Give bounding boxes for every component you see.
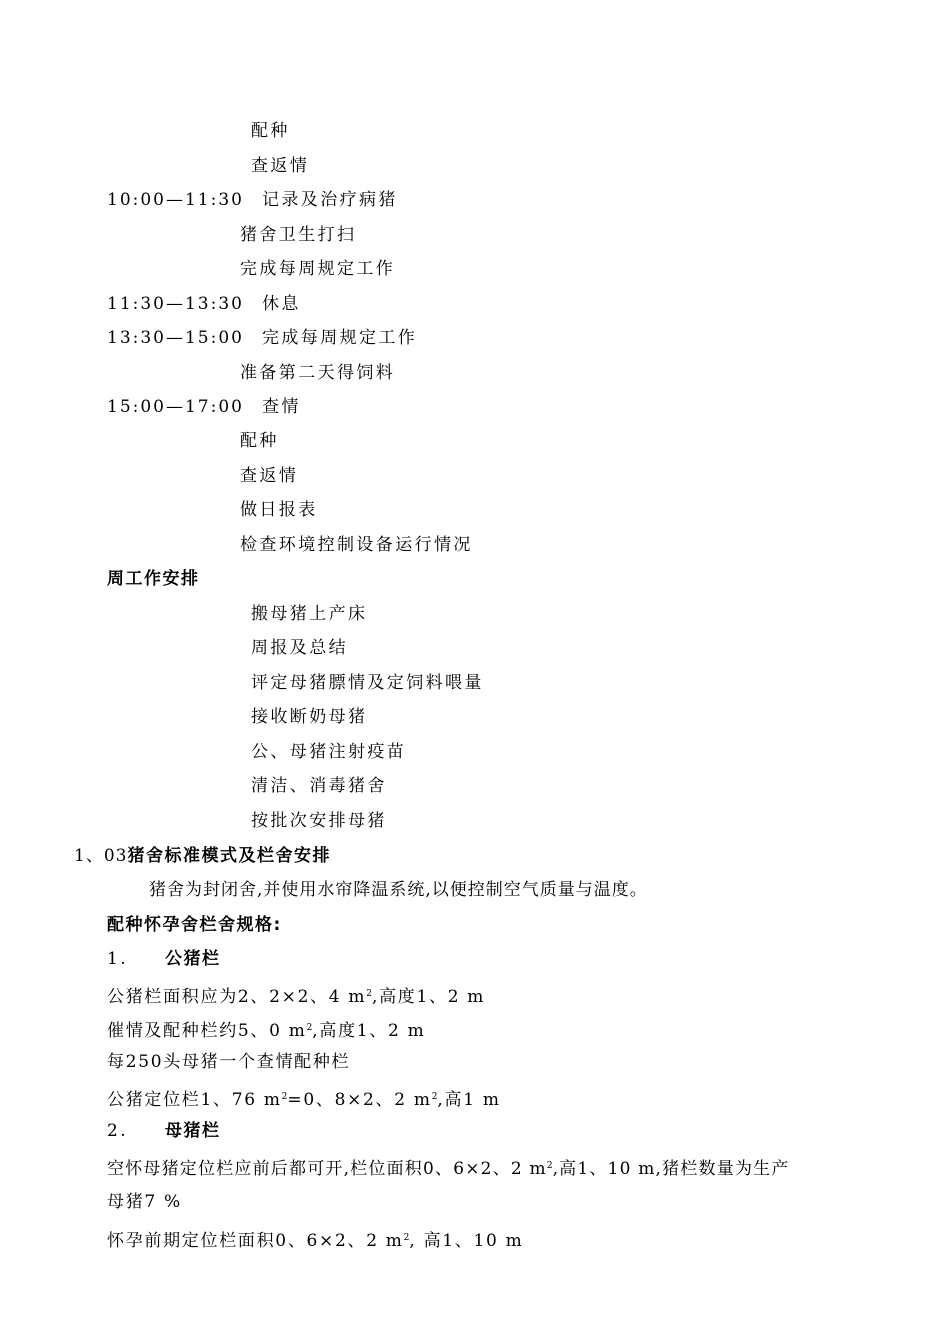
task-line: 完成每周规定工作 (262, 328, 418, 348)
spec-line (107, 1018, 425, 1041)
spec-text: , 高1、10 m (409, 1231, 524, 1251)
spec-title: 配种怀孕舍栏舍规格: (107, 915, 282, 935)
subsection-heading (107, 1121, 221, 1141)
intro-paragraph: 猪舍为封闭舍,并使用水帘降温系统,以便控制空气质量与温度。 (149, 880, 648, 900)
weekly-item: 清洁、消毒猪舍 (251, 776, 387, 796)
weekly-item: 搬母猪上产床 (251, 604, 368, 624)
superscript: 2 (281, 1092, 288, 1102)
task-line: 休息 (262, 294, 301, 314)
task-line: 做日报表 (240, 500, 318, 520)
spec-line (107, 1087, 501, 1110)
superscript: 2 (431, 1092, 438, 1102)
superscript: 2 (366, 989, 372, 999)
weekly-item: 评定母猪膘情及定饲料喂量 (251, 673, 484, 693)
weekly-item: 公、母猪注射疫苗 (251, 742, 407, 762)
weekly-heading: 周工作安排 (107, 569, 200, 589)
spec-text: ,高度1、2 m (371, 987, 486, 1007)
spec-line (107, 984, 485, 1007)
spec-text: 公猪栏面积应为2、2×2、4 m (107, 987, 367, 1007)
task-line: 配种 (251, 121, 290, 141)
time-slot: 11:30—13:30 (107, 294, 244, 314)
subsection-number: 2. (107, 1121, 129, 1141)
section-number: 1、03 (74, 846, 128, 866)
spec-text: =0、8×2、2 m (287, 1090, 432, 1110)
spec-line: 母猪7 % (107, 1192, 182, 1212)
superscript: 2 (403, 1233, 410, 1243)
spec-line: 每250头母猪一个查情配种栏 (107, 1052, 351, 1072)
subsection-heading (107, 949, 221, 969)
task-line: 查返情 (251, 156, 310, 176)
subsection-title: 公猪栏 (165, 949, 221, 969)
time-slot: 15:00—17:00 (107, 397, 244, 417)
spec-text: ,高度1、2 m (312, 1021, 426, 1041)
task-line: 查返情 (240, 466, 299, 486)
task-line: 检查环境控制设备运行情况 (240, 535, 473, 555)
spec-text: 催情及配种栏约5、0 m (107, 1021, 307, 1041)
spec-text: ,高1 m (437, 1090, 501, 1110)
time-slot: 13:30—15:00 (107, 328, 244, 348)
subsection-number: 1. (107, 949, 129, 969)
spec-text: 公猪定位栏1、76 m (107, 1090, 282, 1110)
task-line: 查情 (262, 397, 301, 417)
superscript: 2 (546, 1161, 553, 1171)
spec-line (107, 1156, 790, 1179)
weekly-item: 接收断奶母猪 (251, 707, 368, 727)
spec-text: 空怀母猪定位栏应前后都可开,栏位面积0、6×2、2 m (107, 1159, 547, 1179)
spec-text: ,高1、10 m,猪栏数量为生产 (552, 1159, 790, 1179)
section-heading (74, 846, 331, 866)
weekly-item: 按批次安排母猪 (251, 811, 387, 831)
task-line: 准备第二天得饲料 (240, 363, 396, 383)
task-line: 配种 (240, 431, 279, 451)
time-slot: 10:00—11:30 (107, 190, 244, 210)
task-line: 记录及治疗病猪 (262, 190, 398, 210)
task-line: 猪舍卫生打扫 (240, 225, 357, 245)
task-line: 完成每周规定工作 (240, 259, 396, 279)
subsection-title: 母猪栏 (165, 1121, 221, 1141)
section-title: 猪舍标准模式及栏舍安排 (127, 846, 331, 866)
superscript: 2 (306, 1023, 313, 1033)
weekly-item: 周报及总结 (251, 638, 348, 658)
spec-line (107, 1228, 523, 1251)
spec-text: 怀孕前期定位栏面积0、6×2、2 m (107, 1231, 404, 1251)
